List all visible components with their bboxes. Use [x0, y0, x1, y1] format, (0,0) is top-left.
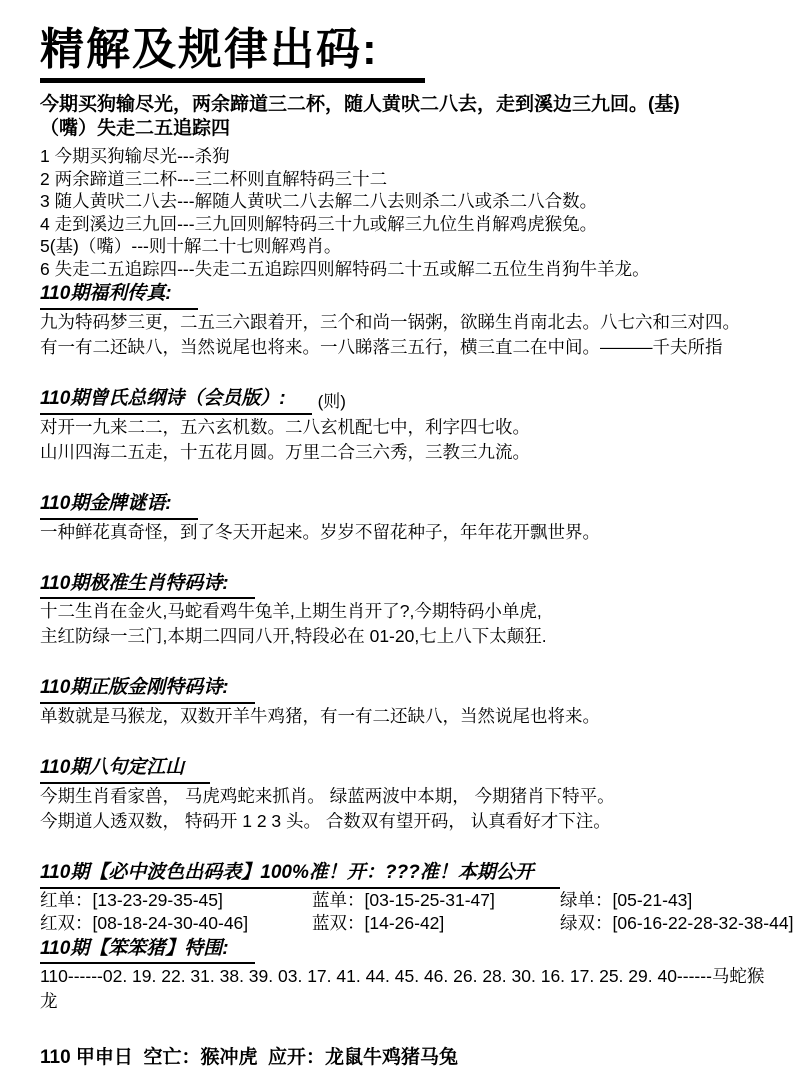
- section-line: 今期生肖看家兽， 马虎鸡蛇来抓肖。 绿蓝两波中本期， 今期猪肖下特平。: [40, 785, 615, 806]
- green-shuang-cell: 绿双：[06-16-22-28-32-38-44]: [560, 912, 794, 933]
- section-heading: 110期金牌谜语:: [40, 492, 198, 520]
- footer-kongwang-line: 110 甲申日 空亡：猴冲虎 应开：龙鼠牛鸡猪马兔: [40, 1047, 459, 1069]
- rule-item: 4 走到溪边三九回---三九回则解特码三十九或解三九位生肖解鸡虎猴兔。: [40, 213, 598, 234]
- section-line: 有一有二还缺八，当然说尾也将来。一八睇落三五行，横三直二在中间。———千夫所指: [40, 337, 723, 358]
- wave-row-shuang: [40, 912, 794, 935]
- section-zengshi-zonggang: [40, 387, 772, 465]
- intro-paragraph: [40, 93, 772, 141]
- section-heading: 110期福利传真:: [40, 282, 198, 310]
- rule-item: 1 今期买狗输尽光---杀狗: [40, 146, 230, 167]
- intro-line: 今期买狗输尽光，两余蹄道三二杯，随人黄吠二八去，走到溪边三九回。(基): [40, 94, 680, 116]
- blue-shuang-cell: 蓝双：[14-26-42]: [312, 912, 445, 933]
- section-bose-chuma-biao: [40, 861, 794, 935]
- section-line: 一种鲜花真奇怪，到了冬天开起来。岁岁不留花种子，年年花开飘世界。: [40, 521, 600, 542]
- number-ring-line: 110------02. 19. 22. 31. 38. 39. 03. 17. 41. 44. 45. 46. 26. 28. 30. 16. 17. 25. 29. 40------马蛇猴龙: [40, 966, 765, 1012]
- section-heading: 110期【必中波色出码表】100%准！开：???准！本期公开: [40, 861, 560, 889]
- section-line: 对开一九来二二，五六玄机数。二八玄机配七中，利字四七收。: [40, 416, 530, 437]
- red-shuang-cell: 红双：[08-18-24-30-40-46]: [40, 912, 249, 933]
- green-dan-cell: 绿单：[05-21-43]: [560, 889, 693, 910]
- section-line: 十二生肖在金火,马蛇看鸡牛兔羊,上期生肖开了?,今期特码小单虎,: [40, 601, 542, 622]
- rule-item: 3 随人黄吠二八去---解随人黄吠二八去解二八去则杀二八或杀二八合数。: [40, 191, 598, 212]
- section-jinpai-miyu: [40, 492, 772, 545]
- section-line: 山川四海二五走，十五花月圆。万里二合三六秀，三教三九流。: [40, 441, 530, 462]
- section-heading: 110期【笨笨猪】特围:: [40, 937, 255, 965]
- rule-item: 6 失走二五追踪四---失走二五追踪四则解特码二十五或解二五位生肖狗牛羊龙。: [40, 258, 650, 279]
- rule-item: 2 两余蹄道三二杯---三二杯则直解特码三十二: [40, 168, 388, 189]
- section-line: 主红防绿一三门,本期二四同八开,特段必在 01-20,七上八下太颠狂.: [40, 626, 547, 647]
- section-fuli-chuanzhen: [40, 282, 772, 360]
- section-jingang-tema: [40, 676, 772, 729]
- section-benben-zhu: [40, 937, 772, 1015]
- section-heading: 110期极准生肖特码诗:: [40, 572, 255, 600]
- rule-list: [40, 145, 772, 280]
- section-heading: 110期曾氏总纲诗（会员版）:: [40, 387, 312, 415]
- section-line: 九为特码梦三更，二五三六跟着开，三个和尚一锅粥，欲睇生肖南北去。八七六和三对四。: [40, 312, 740, 333]
- red-dan-cell: 红单：[13-23-29-35-45]: [40, 889, 223, 910]
- heading-suffix: (则): [317, 392, 346, 412]
- intro-line: （嘴）失走二五追踪四: [40, 118, 231, 140]
- page-title: 精解及规律出码:: [40, 26, 425, 83]
- section-jizhun-shengxiao: [40, 572, 772, 650]
- wave-row-dan: [40, 889, 772, 912]
- blue-dan-cell: 蓝单：[03-15-25-31-47]: [312, 889, 495, 910]
- section-bajv-jiangshan: [40, 756, 772, 834]
- section-line: 单数就是马猴龙，双数开羊牛鸡猪，有一有二还缺八，当然说尾也将来。: [40, 706, 600, 727]
- rule-item: 5(基)（嘴）---则十解二十七则解鸡肖。: [40, 236, 342, 257]
- section-line: 今期道人透双数， 特码开 1 2 3 头。 合数双有望开码， 认真看好才下注。: [40, 810, 611, 831]
- section-heading: 110期正版金刚特码诗:: [40, 676, 255, 704]
- section-heading: 110期八句定江山: [40, 756, 210, 784]
